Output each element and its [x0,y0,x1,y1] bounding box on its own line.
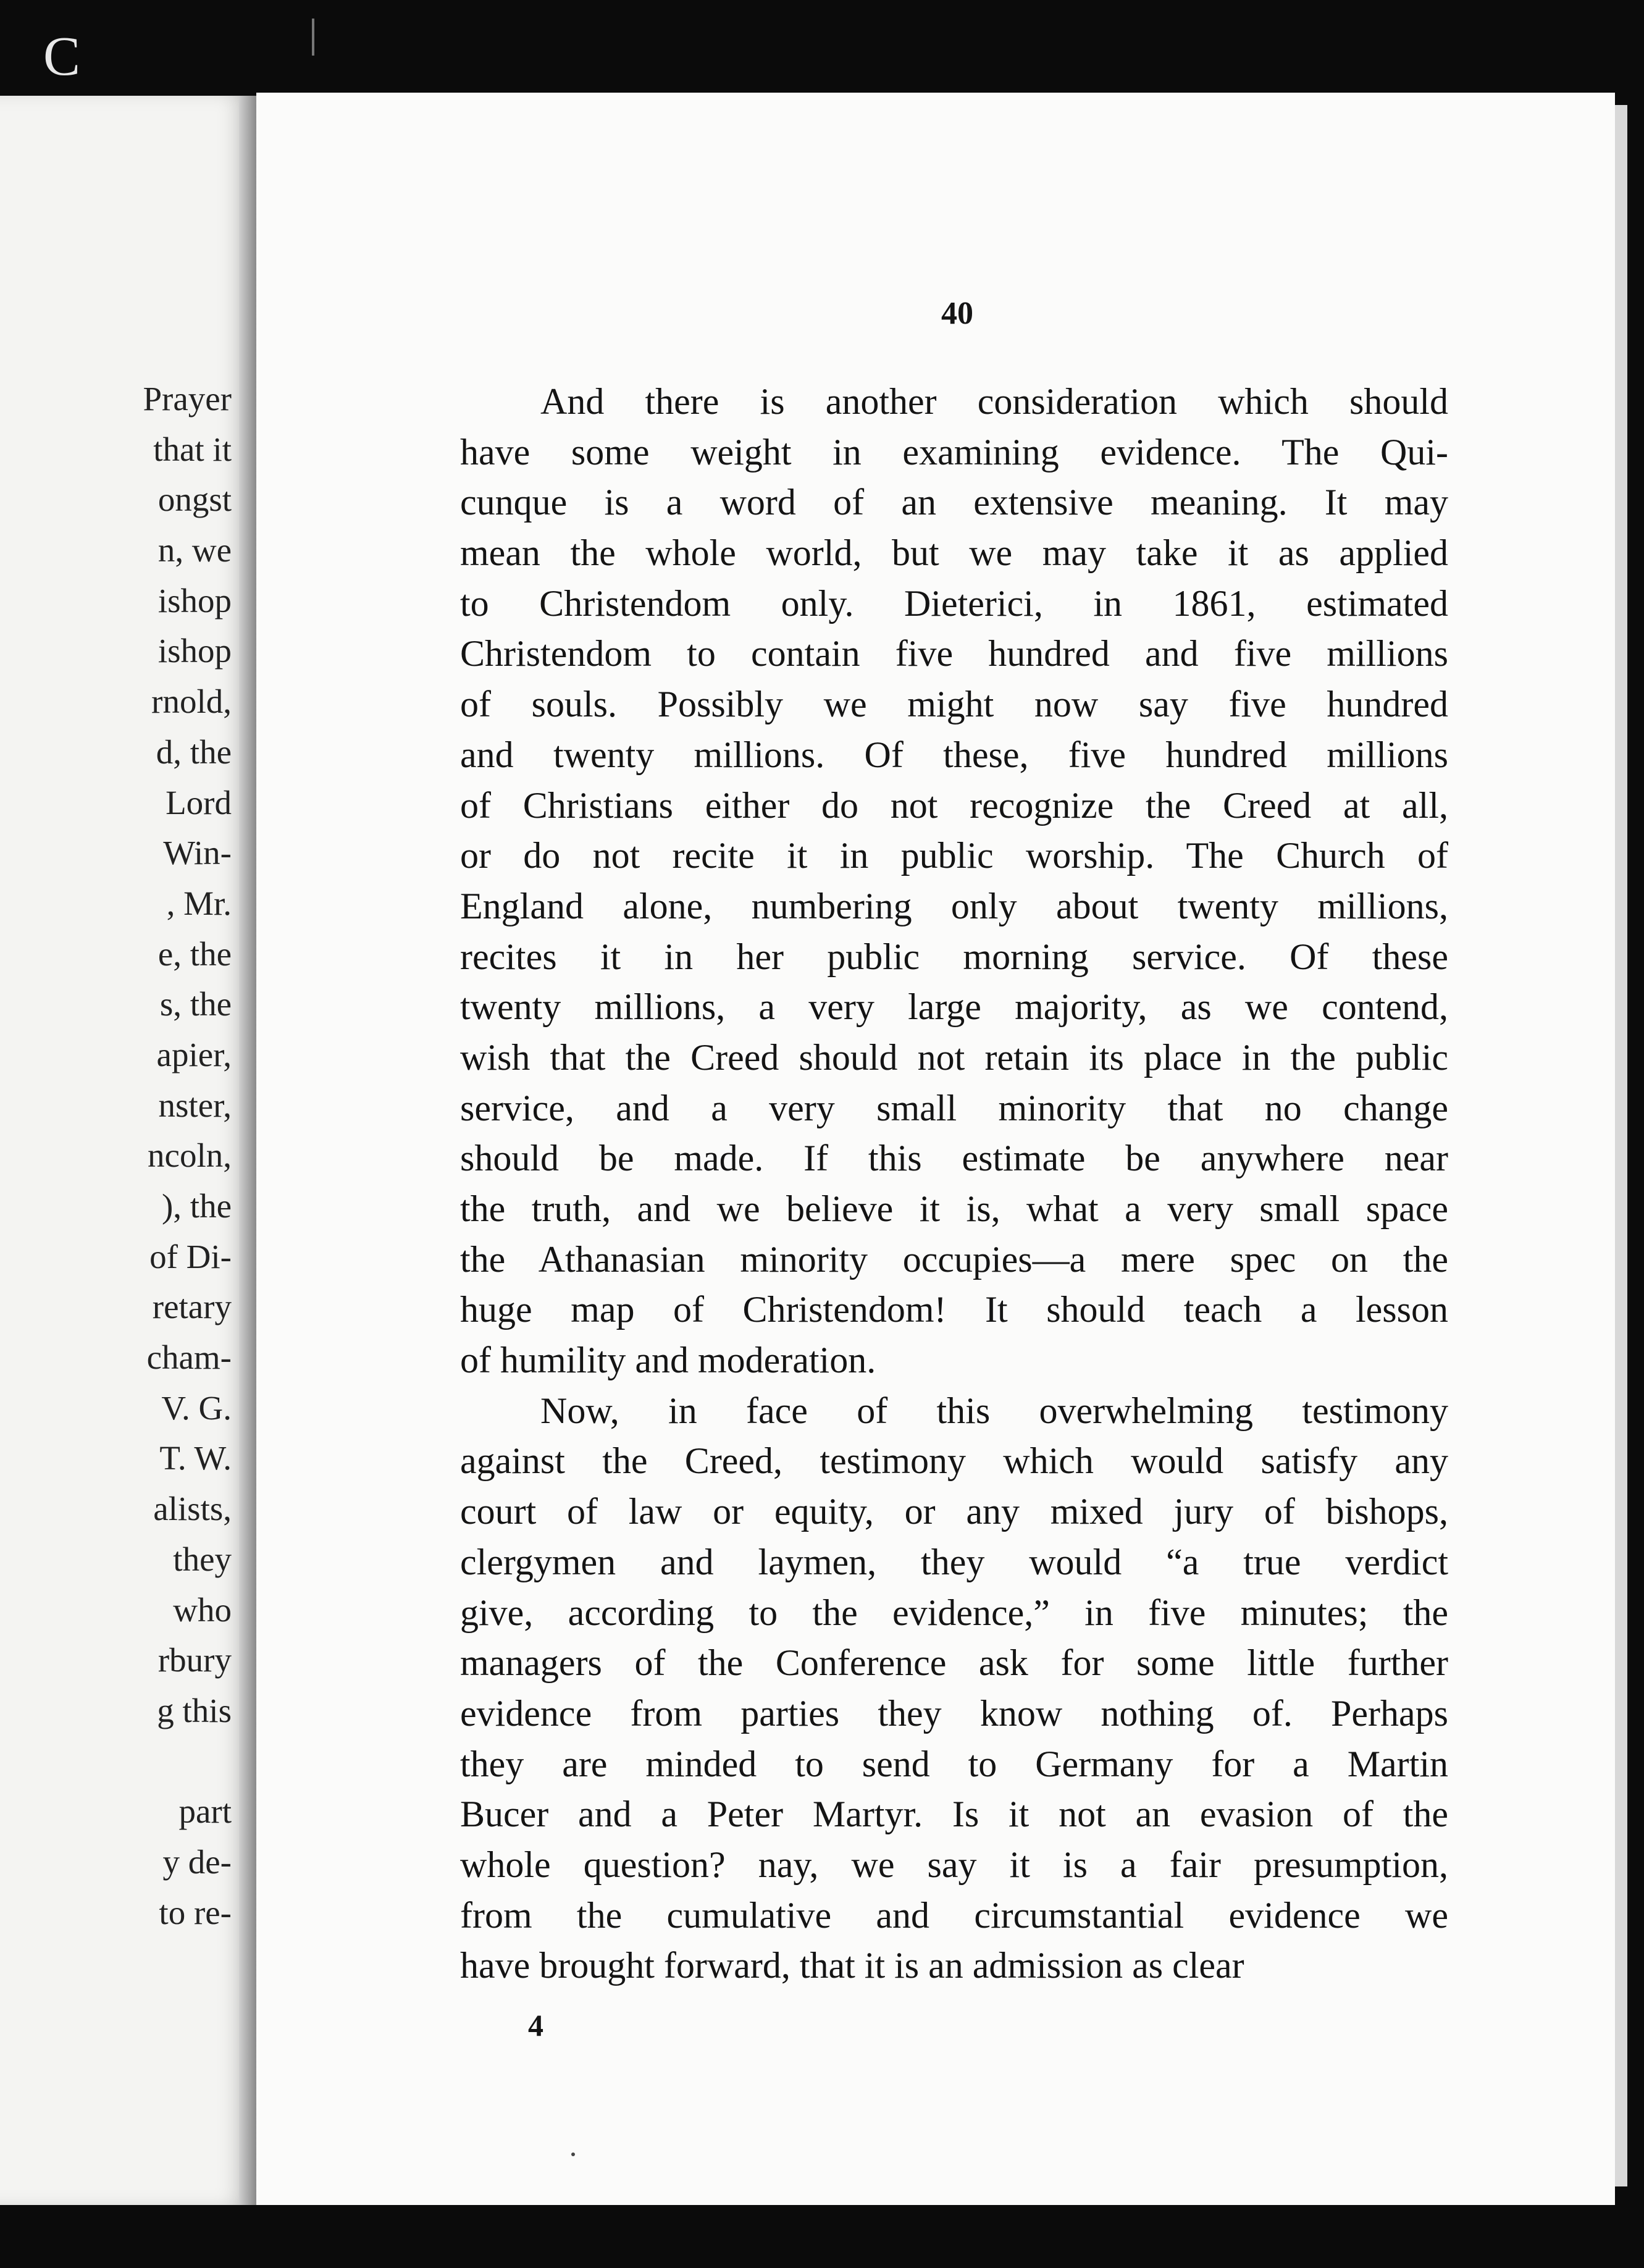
text-line: to Christendom only. Dieterici, in 1861, estimated [460,582,1448,624]
left-fragment-line: ishop [157,581,232,620]
text-line: wish that the Creed should not retain its place in the public [460,1036,1448,1078]
text-line: whole question? nay, we say it is a fair presumption, [460,1844,1448,1885]
text-line: the Athanasian minority occupies—a mere spec on the [460,1238,1448,1280]
left-fragment-line: ongst [157,481,232,519]
text-line: give, according to the evidence,” in five minutes; the [460,1592,1448,1633]
left-fragment-line: that it [153,430,232,468]
left-fragment-line: Win- [163,834,232,872]
left-fragment-line: s, the [159,985,232,1023]
body-text [460,377,1448,1991]
text-line: Christendom to contain five hundred and five millions [460,633,1448,674]
left-fragment-line: of Di- [149,1237,232,1275]
text-line: managers of the Conference ask for some little further [460,1642,1448,1684]
page-number: 40 [941,296,973,331]
text-line: and twenty millions. Of these, five hundred millions [460,734,1448,775]
text-line: or do not recite it in public worship. The Church of [460,835,1448,876]
text-line: And there is another consideration which should [540,381,1448,422]
text-line: should be made. If this estimate be anywhere near [460,1138,1448,1179]
left-fragment-line: apier, [156,1035,232,1073]
left-facing-page [0,96,256,2205]
text-line: mean the whole world, but we may take it as applied [460,532,1448,574]
signature-mark: 4 [528,2008,543,2043]
text-line: of souls. Possibly we might now say five hundred [460,684,1448,725]
text-line: twenty millions, a very large majority, as we contend, [460,986,1448,1028]
left-fragment-line: nster, [158,1086,232,1124]
left-fragment-line: to re- [159,1893,232,1931]
text-line: of Christians either do not recognize the Creed at all, [460,784,1448,826]
left-fragment-line: e, the [157,934,232,973]
left-fragment-line: part [178,1792,232,1831]
left-fragment-line: n, we [157,531,232,569]
left-fragment-line: y de- [162,1842,232,1881]
left-fragment-line: Prayer [143,380,232,418]
text-line: court of law or equity, or any mixed jury of bishops, [460,1491,1448,1532]
left-fragment-line: , Mr. [166,884,232,922]
scan-speck [571,2152,575,2156]
text-line: England alone, numbering only about twenty millions, [460,885,1448,926]
text-line: evidence from parties they know nothing of. Perhaps [460,1692,1448,1734]
left-fragment-line: T. W. [159,1439,232,1477]
left-fragment-line: d, the [156,733,232,771]
text-line: the truth, and we believe it is, what a very small space [460,1188,1448,1229]
paragraph [460,377,1448,1386]
left-fragment-line: ishop [157,632,232,670]
left-fragment-line: ), the [161,1187,232,1225]
left-fragment-line: g this [157,1691,232,1729]
left-fragment-line: rnold, [151,682,232,721]
text-line: against the Creed, testimony which would satisfy any [460,1440,1448,1482]
text-line: huge map of Christendom! It should teach a lesson [460,1289,1448,1330]
scan-artifact [312,19,314,56]
left-fragment-line: retary [152,1288,232,1326]
text-line: cunque is a word of an extensive meaning. It may [460,482,1448,523]
paragraph [460,1386,1448,1991]
left-fragment-line: V. G. [161,1388,232,1427]
left-fragment-line: Lord [166,783,232,821]
text-line: Now, in face of this overwhelming testimony [540,1390,1448,1431]
left-fragment-line: rbury [157,1641,232,1679]
text-line: recites it in her public morning service. Of these [460,936,1448,977]
left-fragment-line: cham- [146,1338,232,1377]
left-page-text-fragments [143,374,232,1938]
text-line: of humility and moderation. [460,1340,876,1381]
left-fragment-line: ncoln, [148,1136,232,1175]
left-fragment-line: they [173,1540,232,1578]
left-fragment-line: who [173,1590,232,1629]
text-line: from the cumulative and circumstantial evidence we [460,1894,1448,1936]
text-line: Bucer and a Peter Martyr. Is it not an evasion of the [460,1794,1448,1835]
page-gutter [239,96,256,2205]
text-line: service, and a very small minority that no change [460,1087,1448,1128]
text-line: they are minded to send to Germany for a Martin [460,1743,1448,1784]
text-line: clergymen and laymen, they would “a true verdict [460,1541,1448,1582]
left-fragment-line: alists, [153,1490,232,1528]
text-line: have some weight in examining evidence. The Qui- [460,431,1448,472]
text-line: have brought forward, that it is an admission as clear [460,1945,1244,1986]
left-fragment-line [143,1736,232,1787]
corner-mark: C [43,26,81,87]
right-page-edge [1615,105,1627,2186]
